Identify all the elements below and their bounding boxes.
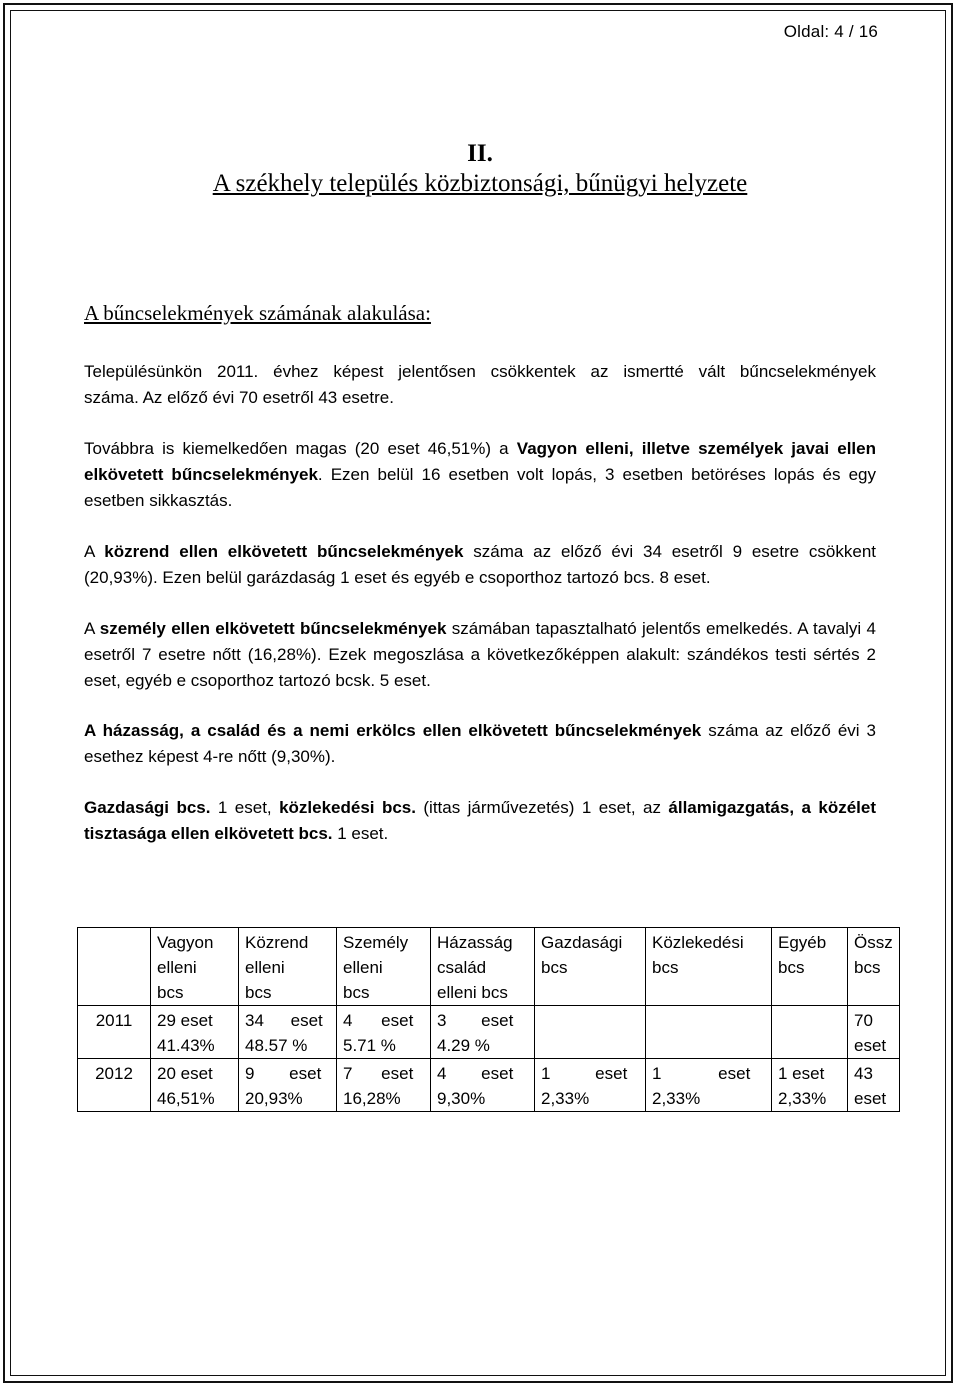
header-line: elleni bcs: [437, 983, 508, 1002]
paragraph-3-bold-1: közrend ellen elkövetett bűncselekmények: [104, 542, 464, 561]
header-line: bcs: [854, 958, 881, 977]
table-cell: [772, 1059, 848, 1112]
cell-line: 1 eset: [541, 1064, 628, 1083]
table-cell: [151, 1059, 239, 1112]
cell-line: 20,93%: [245, 1089, 303, 1108]
cell-line: 4.29 %: [437, 1036, 490, 1055]
cell-line: 4 eset: [437, 1064, 514, 1083]
paragraph-1-line-1: Településünkön 2011. évhez képest jelentősen csökkentek az ismertté vált bűncselekmények: [84, 362, 876, 381]
cell-line: 9,30%: [437, 1089, 486, 1108]
paragraph-6-text-3: 1 eset.: [332, 824, 389, 843]
table-cell: [772, 1006, 848, 1059]
header-line: bcs: [778, 958, 805, 977]
cell-line: 2,33%: [778, 1089, 827, 1108]
header-line: bcs: [245, 983, 272, 1002]
table-cell: [151, 1006, 239, 1059]
header-line: Személy: [343, 933, 409, 952]
cell-line: 46,51%: [157, 1089, 215, 1108]
table-cell: [535, 1006, 646, 1059]
table-cell: [431, 1006, 535, 1059]
table-row-year: 2011: [78, 1006, 151, 1059]
paragraph-2: [84, 436, 876, 514]
header-line: Egyéb: [778, 933, 827, 952]
cell-line: 5.71 %: [343, 1036, 396, 1055]
cell-line: eset: [854, 1036, 887, 1055]
cell-line: 2,33%: [652, 1089, 701, 1108]
header-line: Gazdasági: [541, 933, 623, 952]
table-header-cell: [239, 928, 337, 1006]
header-line: elleni: [343, 958, 383, 977]
paragraph-5-bold-1: A házasság, a család és a nemi erkölcs ellen elkövetett bűncselekmények: [84, 721, 702, 740]
paragraph-1-line-2: száma. Az előző évi 70 esetről 43 esetre.: [84, 388, 394, 407]
table-header-cell: [431, 928, 535, 1006]
table-cell: [337, 1059, 431, 1112]
table-header-cell: [535, 928, 646, 1006]
paragraph-6-bold-2: közlekedési bcs.: [279, 798, 416, 817]
paragraph-3: [84, 539, 876, 591]
table-header-cell: [772, 928, 848, 1006]
table-header-cell: [337, 928, 431, 1006]
header-line: bcs: [541, 958, 568, 977]
paragraph-1: [84, 359, 876, 411]
cell-line: 16,28%: [343, 1089, 401, 1108]
header-line: Házasság: [437, 933, 513, 952]
paragraph-6-text-1: 1 eset,: [210, 798, 280, 817]
table-cell: [535, 1059, 646, 1112]
header-line: Vagyon: [157, 933, 214, 952]
paragraph-4: [84, 616, 876, 694]
table-cell: [848, 1006, 900, 1059]
header-line: bcs: [652, 958, 679, 977]
crime-statistics-table: [77, 927, 900, 1112]
cell-line: 20 eset: [157, 1064, 213, 1083]
table-row-year: 2012: [78, 1059, 151, 1112]
table-cell: [239, 1006, 337, 1059]
page-number: Oldal: 4 / 16: [783, 22, 878, 41]
cell-line-spread: [245, 1008, 330, 1033]
table-header-cell: [848, 928, 900, 1006]
paragraph-6-text-2: (ittas járművezetés) 1 eset, az: [415, 798, 669, 817]
table-cell: [431, 1059, 535, 1112]
paragraph-6-bold-1: Gazdasági bcs.: [84, 798, 211, 817]
cell-line: eset: [854, 1089, 887, 1108]
cell-line: 4 eset: [343, 1011, 414, 1030]
paragraph-6-bold-3: államigazgatás, a közélet tisztasága ellen elkövetett bcs.: [84, 798, 876, 843]
header-line: Közlekedési: [652, 933, 744, 952]
paragraph-5-text-1: száma az előző évi 3 esethez képest 4-re nőtt (9,30%).: [84, 721, 876, 766]
cell-line: 7 eset: [343, 1064, 414, 1083]
header-line: család: [437, 958, 487, 977]
cell-line: 43: [854, 1064, 873, 1083]
paragraph-3-text-2: száma az előző évi 34 esetről 9 esetre csökkent (20,93%). Ezen belül garázdaság 1 eset és egyéb e csoporthoz tartozó bcs. 8 eset.: [84, 542, 877, 587]
cell-line: 1 eset: [778, 1064, 825, 1083]
table-cell: [646, 1006, 772, 1059]
cell-line: 3 eset: [437, 1011, 514, 1030]
table-row: [78, 1059, 900, 1112]
cell-line: 2,33%: [541, 1089, 590, 1108]
header-line: elleni: [157, 958, 197, 977]
table-cell: [337, 1006, 431, 1059]
cell-line: 29 eset: [157, 1011, 213, 1030]
chapter-title: A székhely település közbiztonsági, bűnügyi helyzete: [212, 170, 748, 197]
paragraph-4-text-1: A: [84, 619, 100, 638]
cell-line: 9 eset: [245, 1064, 322, 1083]
paragraph-2-text-1: Továbbra is kiemelkedően magas (20 eset 46,51%) a: [84, 439, 517, 458]
table-header-corner: [78, 928, 151, 1006]
header-line: bcs: [157, 983, 184, 1002]
paragraph-2-bold-1: Vagyon elleni, illetve személyek javai ellen elkövetett bűncselekmények: [84, 439, 876, 484]
table-cell: [239, 1059, 337, 1112]
table-cell: [848, 1059, 900, 1112]
header-line: bcs: [343, 983, 370, 1002]
header-line: Össz: [854, 933, 893, 952]
paragraph-2-text-2: . Ezen belül 16 esetben volt lopás, 3 esetben betöréses lopás és egy esetben sikkasztás.: [84, 465, 876, 510]
cell-line: 70: [854, 1011, 873, 1030]
table-header-cell: [646, 928, 772, 1006]
chapter-number: II.: [467, 140, 493, 167]
header-line: Közrend: [245, 933, 309, 952]
section-title: A bűncselekmények számának alakulása:: [84, 301, 431, 325]
cell-line: 34 eset: [245, 1011, 323, 1030]
paragraph-4-text-2: számában tapasztalható jelentős emelkedés. A tavalyi 4 esetről 7 esetre nőtt (16,28%). Ezek megoszlása a következőképpen alakult: szándékos testi sértés 2 eset, egyéb e csoporthoz tartozó bcsk. 5 eset.: [84, 619, 876, 690]
cell-line: 41.43%: [157, 1036, 215, 1055]
table-header-row: [78, 928, 900, 1006]
cell-line: 48.57 %: [245, 1036, 308, 1055]
paragraph-6: [84, 795, 876, 847]
paragraph-4-bold-1: személy ellen elkövetett bűncselekmények: [99, 619, 447, 638]
table-cell: [646, 1059, 772, 1112]
paragraph-3-text-1: A: [84, 542, 105, 561]
table-row: [78, 1006, 900, 1059]
table-header-cell: [151, 928, 239, 1006]
paragraph-5: [84, 718, 876, 770]
cell-line: 1 eset: [652, 1064, 751, 1083]
header-line: elleni: [245, 958, 285, 977]
